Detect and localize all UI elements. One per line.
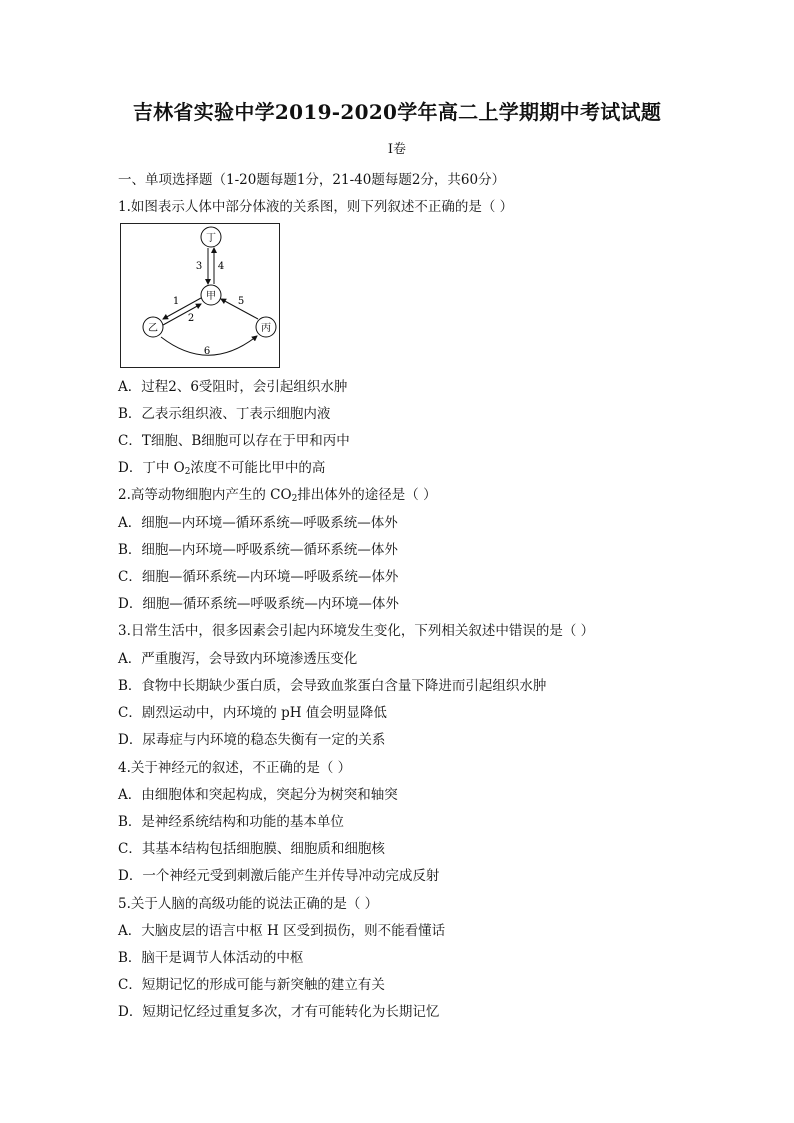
question-5-option-d: D．短期记忆经过重复多次，才有可能转化为长期记忆 [118, 1004, 440, 1020]
arrow-4-label: 4 [217, 261, 225, 272]
question-3-option-a: A．严重腹泻，会导致内环境渗透压变化 [118, 651, 358, 667]
question-5-stem: 5.关于人脑的高级功能的说法正确的是（ ） [118, 896, 379, 912]
question-5-option-a: A．大脑皮层的语言中枢 H 区受到损伤，则不能看懂话 [118, 923, 446, 939]
diagram-svg [121, 224, 281, 369]
question-2-stem-prefix: 2.高等动物细胞内产生的 CO [118, 487, 292, 503]
question-1-option-d-prefix: D．丁中 O [118, 460, 185, 476]
document-subtitle: Ⅰ卷 [387, 142, 407, 157]
question-4-stem: 4.关于神经元的叙述，不正确的是（ ） [118, 760, 352, 776]
node-bing-label: 丙 [261, 323, 271, 334]
question-4-option-b: B．是神经系统结构和功能的基本单位 [118, 814, 344, 830]
question-2-stem-suffix: 排出体外的途径是（ ） [297, 487, 437, 503]
arrow-1-label: 1 [172, 296, 180, 307]
body-fluid-diagram [120, 223, 280, 368]
arrow-3-label: 3 [195, 261, 203, 272]
question-1-option-b: B．乙表示组织液、丁表示细胞内液 [118, 406, 331, 422]
question-3-stem: 3.日常生活中，很多因素会引起内环境发生变化，下列相关叙述中错误的是（ ） [118, 623, 595, 639]
arrow-2-label: 2 [187, 313, 195, 324]
node-jia [201, 285, 221, 305]
arrow-6-label: 6 [203, 346, 211, 357]
arrow-1 [163, 298, 201, 319]
section-heading: 一、单项选择题（1-20题每题1分，21-40题每题2分，共60分） [118, 172, 506, 188]
question-5-option-b: B．脑干是调节人体活动的中枢 [118, 950, 304, 966]
question-4-option-a: A．由细胞体和突起构成，突起分为树突和轴突 [118, 787, 398, 803]
question-4-option-d: D．一个神经元受到刺激后能产生并传导冲动完成反射 [118, 868, 440, 884]
node-ding [201, 227, 221, 247]
question-2-option-b: B．细胞—内环境—呼吸系统—循环系统—体外 [118, 542, 398, 558]
question-1-stem: 1.如图表示人体中部分体液的关系图，则下列叙述不正确的是（ ） [118, 199, 514, 215]
node-jia-label: 甲 [206, 291, 216, 302]
question-5-option-c: C．短期记忆的形成可能与新突触的建立有关 [118, 977, 385, 993]
document-title: 吉林省实验中学2019-2020学年高二上学期期中考试试题 [132, 100, 662, 124]
arrow-2 [163, 304, 201, 325]
question-2-stem [118, 486, 437, 508]
node-ding-label: 丁 [206, 233, 216, 244]
question-2-option-d: D．细胞—循环系统—呼吸系统—内环境—体外 [118, 596, 399, 612]
question-3-option-c: C．剧烈运动中，内环境的 pH 值会明显降低 [118, 705, 387, 721]
question-1-option-a: A．过程2、6受阻时，会引起组织水肿 [118, 379, 348, 395]
question-3-option-d: D．尿毒症与内环境的稳态失衡有一定的关系 [118, 732, 386, 748]
question-1-option-d [118, 459, 325, 481]
question-2-option-a: A．细胞—内环境—循环系统—呼吸系统—体外 [118, 515, 398, 531]
question-3-option-b: B．食物中长期缺少蛋白质，会导致血浆蛋白含量下降进而引起组织水肿 [118, 678, 547, 694]
node-bing [256, 317, 276, 337]
question-2-option-c: C．细胞—循环系统—内环境—呼吸系统—体外 [118, 569, 399, 585]
question-2-stem-subscript: 2 [291, 494, 298, 504]
node-yi [143, 317, 163, 337]
question-1-option-d-suffix: 浓度不可能比甲中的高 [190, 460, 326, 476]
question-4-option-c: C．其基本结构包括细胞膜、细胞质和细胞核 [118, 841, 385, 857]
node-yi-label: 乙 [148, 323, 158, 334]
arrow-5-label: 5 [237, 296, 245, 307]
question-1-option-d-subscript: 2 [184, 467, 191, 477]
question-1-option-c: C．T细胞、B细胞可以存在于甲和丙中 [118, 433, 350, 449]
